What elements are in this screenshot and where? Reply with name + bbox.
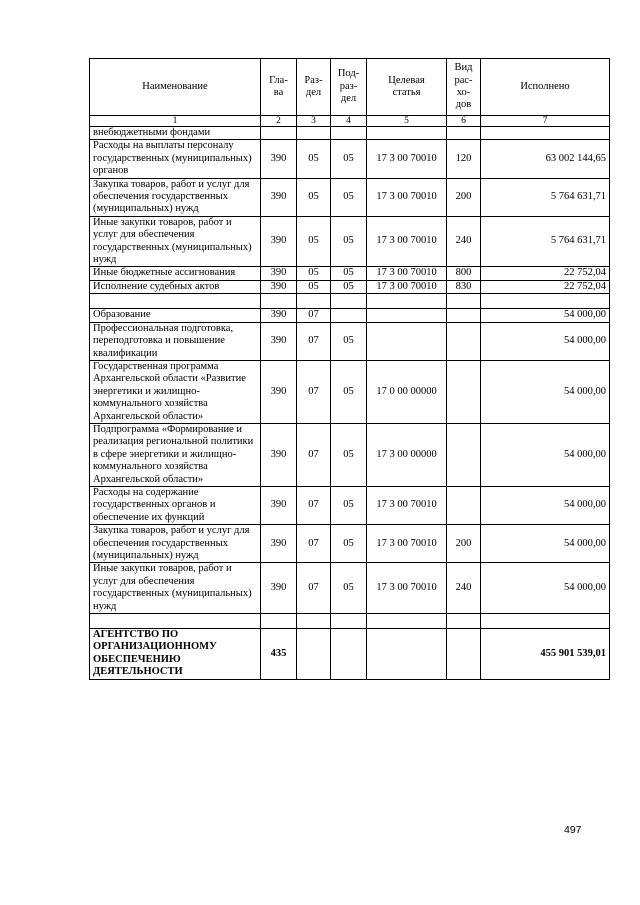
- row-statya: [367, 309, 447, 322]
- row-vid: 240: [447, 563, 481, 614]
- row-razdel: [297, 629, 331, 680]
- row-podrazdel: 05: [331, 216, 367, 267]
- row-amount: 54 000,00: [481, 563, 610, 614]
- row-amount: [481, 294, 610, 309]
- row-name: Подпрограмма «Формирование и реализация региональной политики в сфере энергетики и жилищно-коммунального хозяйства Архангельской области»: [90, 423, 261, 486]
- row-statya: 17 3 00 70010: [367, 178, 447, 216]
- column-number: 6: [447, 116, 481, 127]
- row-glava: 390: [261, 360, 297, 423]
- row-amount: [481, 127, 610, 140]
- header-name: Наименование: [90, 59, 261, 116]
- row-statya: [367, 294, 447, 309]
- row-amount: 54 000,00: [481, 322, 610, 360]
- row-name: Иные закупки товаров, работ и услуг для обеспечения государственных (муниципальных) нужд: [90, 563, 261, 614]
- row-vid: [447, 423, 481, 486]
- row-amount: 54 000,00: [481, 309, 610, 322]
- row-name: [90, 294, 261, 309]
- row-glava: 390: [261, 322, 297, 360]
- row-vid: [447, 614, 481, 629]
- row-razdel: [297, 614, 331, 629]
- header-statya: Целевая статья: [367, 59, 447, 116]
- row-statya: 17 3 00 70010: [367, 140, 447, 178]
- row-glava: [261, 294, 297, 309]
- row-vid: 200: [447, 178, 481, 216]
- row-glava: 390: [261, 140, 297, 178]
- table-row: [90, 486, 610, 524]
- row-razdel: [297, 127, 331, 140]
- row-statya: [367, 629, 447, 680]
- row-glava: 390: [261, 216, 297, 267]
- row-podrazdel: [331, 294, 367, 309]
- row-vid: 830: [447, 280, 481, 293]
- row-statya: 17 3 00 70010: [367, 280, 447, 293]
- row-statya: [367, 322, 447, 360]
- row-podrazdel: 05: [331, 267, 367, 280]
- row-glava: 390: [261, 486, 297, 524]
- row-podrazdel: 05: [331, 360, 367, 423]
- row-glava: 435: [261, 629, 297, 680]
- row-amount: 5 764 631,71: [481, 216, 610, 267]
- table-row: [90, 360, 610, 423]
- header-razdel: Раз- дел: [297, 59, 331, 116]
- header-row: [90, 59, 610, 116]
- row-razdel: 05: [297, 178, 331, 216]
- row-podrazdel: 05: [331, 322, 367, 360]
- row-vid: [447, 360, 481, 423]
- row-name: Образование: [90, 309, 261, 322]
- table-row: [90, 178, 610, 216]
- row-podrazdel: 05: [331, 140, 367, 178]
- row-amount: 455 901 539,01: [481, 629, 610, 680]
- row-name: Государственная программа Архангельской области «Развитие энергетики и жилищно-коммунального хозяйства Архангельской области»: [90, 360, 261, 423]
- row-vid: [447, 309, 481, 322]
- column-number: 3: [297, 116, 331, 127]
- row-podrazdel: 05: [331, 280, 367, 293]
- table-row: [90, 563, 610, 614]
- header-ispolneno: Исполнено: [481, 59, 610, 116]
- table-row: [90, 309, 610, 322]
- row-name: Исполнение судебных актов: [90, 280, 261, 293]
- row-vid: 240: [447, 216, 481, 267]
- row-glava: 390: [261, 280, 297, 293]
- row-vid: [447, 294, 481, 309]
- budget-table: [89, 58, 610, 680]
- row-amount: 5 764 631,71: [481, 178, 610, 216]
- row-podrazdel: 05: [331, 423, 367, 486]
- table-row: [90, 525, 610, 563]
- row-razdel: 07: [297, 322, 331, 360]
- row-amount: 54 000,00: [481, 360, 610, 423]
- row-statya: 17 3 00 70010: [367, 267, 447, 280]
- row-amount: 54 000,00: [481, 525, 610, 563]
- header-glava: Гла- ва: [261, 59, 297, 116]
- row-name: [90, 614, 261, 629]
- row-name: Закупка товаров, работ и услуг для обеспечения государственных (муниципальных) нужд: [90, 525, 261, 563]
- column-number-row: [90, 116, 610, 127]
- row-razdel: 05: [297, 267, 331, 280]
- table-row: [90, 614, 610, 629]
- row-glava: [261, 127, 297, 140]
- row-name: внебюджетными фондами: [90, 127, 261, 140]
- row-podrazdel: 05: [331, 563, 367, 614]
- row-razdel: 07: [297, 486, 331, 524]
- row-amount: 22 752,04: [481, 267, 610, 280]
- row-name: Расходы на выплаты персоналу государственных (муниципальных) органов: [90, 140, 261, 178]
- row-glava: 390: [261, 309, 297, 322]
- row-glava: [261, 614, 297, 629]
- row-name: Закупка товаров, работ и услуг для обеспечения государственных (муниципальных) нужд: [90, 178, 261, 216]
- row-name: Иные закупки товаров, работ и услуг для обеспечения государственных (муниципальных) нужд: [90, 216, 261, 267]
- table-body: [90, 59, 610, 680]
- row-razdel: 07: [297, 525, 331, 563]
- row-vid: 120: [447, 140, 481, 178]
- row-razdel: [297, 294, 331, 309]
- row-amount: 63 002 144,65: [481, 140, 610, 178]
- row-amount: 22 752,04: [481, 280, 610, 293]
- row-statya: 17 3 00 70010: [367, 486, 447, 524]
- table-row: [90, 267, 610, 280]
- row-podrazdel: 05: [331, 486, 367, 524]
- row-vid: [447, 629, 481, 680]
- column-number: 7: [481, 116, 610, 127]
- row-podrazdel: [331, 629, 367, 680]
- row-vid: 200: [447, 525, 481, 563]
- header-vid: Вид рас- хо- дов: [447, 59, 481, 116]
- table-row: [90, 216, 610, 267]
- header-podrazdel: Под- раз- дел: [331, 59, 367, 116]
- row-statya: 17 3 00 70010: [367, 216, 447, 267]
- table-row: [90, 629, 610, 680]
- row-name: Расходы на содержание государственных органов и обеспечение их функций: [90, 486, 261, 524]
- row-glava: 390: [261, 563, 297, 614]
- row-amount: 54 000,00: [481, 486, 610, 524]
- column-number: 1: [90, 116, 261, 127]
- row-razdel: 05: [297, 216, 331, 267]
- row-statya: [367, 127, 447, 140]
- row-glava: 390: [261, 178, 297, 216]
- column-number: 5: [367, 116, 447, 127]
- row-vid: [447, 127, 481, 140]
- column-number: 4: [331, 116, 367, 127]
- row-vid: 800: [447, 267, 481, 280]
- row-podrazdel: [331, 127, 367, 140]
- row-name: АГЕНТСТВО ПО ОРГАНИЗАЦИОННОМУ ОБЕСПЕЧЕНИЮ ДЕЯТЕЛЬНОСТИ: [90, 629, 261, 680]
- row-amount: [481, 614, 610, 629]
- table-row: [90, 280, 610, 293]
- page-number: 497: [564, 824, 582, 836]
- row-razdel: 05: [297, 280, 331, 293]
- row-statya: 17 3 00 70010: [367, 563, 447, 614]
- row-razdel: 07: [297, 360, 331, 423]
- table-row: [90, 423, 610, 486]
- row-glava: 390: [261, 267, 297, 280]
- row-razdel: 05: [297, 140, 331, 178]
- row-name: Профессиональная подготовка, переподготовка и повышение квалификации: [90, 322, 261, 360]
- row-statya: 17 3 00 00000: [367, 423, 447, 486]
- row-podrazdel: 05: [331, 178, 367, 216]
- row-vid: [447, 322, 481, 360]
- row-glava: 390: [261, 525, 297, 563]
- column-number: 2: [261, 116, 297, 127]
- row-statya: 17 3 00 70010: [367, 525, 447, 563]
- row-podrazdel: [331, 309, 367, 322]
- row-name: Иные бюджетные ассигнования: [90, 267, 261, 280]
- row-razdel: 07: [297, 309, 331, 322]
- table-row: [90, 294, 610, 309]
- row-podrazdel: 05: [331, 525, 367, 563]
- row-amount: 54 000,00: [481, 423, 610, 486]
- table-row: [90, 140, 610, 178]
- row-glava: 390: [261, 423, 297, 486]
- table-row: [90, 127, 610, 140]
- row-statya: [367, 614, 447, 629]
- row-razdel: 07: [297, 563, 331, 614]
- row-vid: [447, 486, 481, 524]
- row-podrazdel: [331, 614, 367, 629]
- row-razdel: 07: [297, 423, 331, 486]
- row-statya: 17 0 00 00000: [367, 360, 447, 423]
- table-row: [90, 322, 610, 360]
